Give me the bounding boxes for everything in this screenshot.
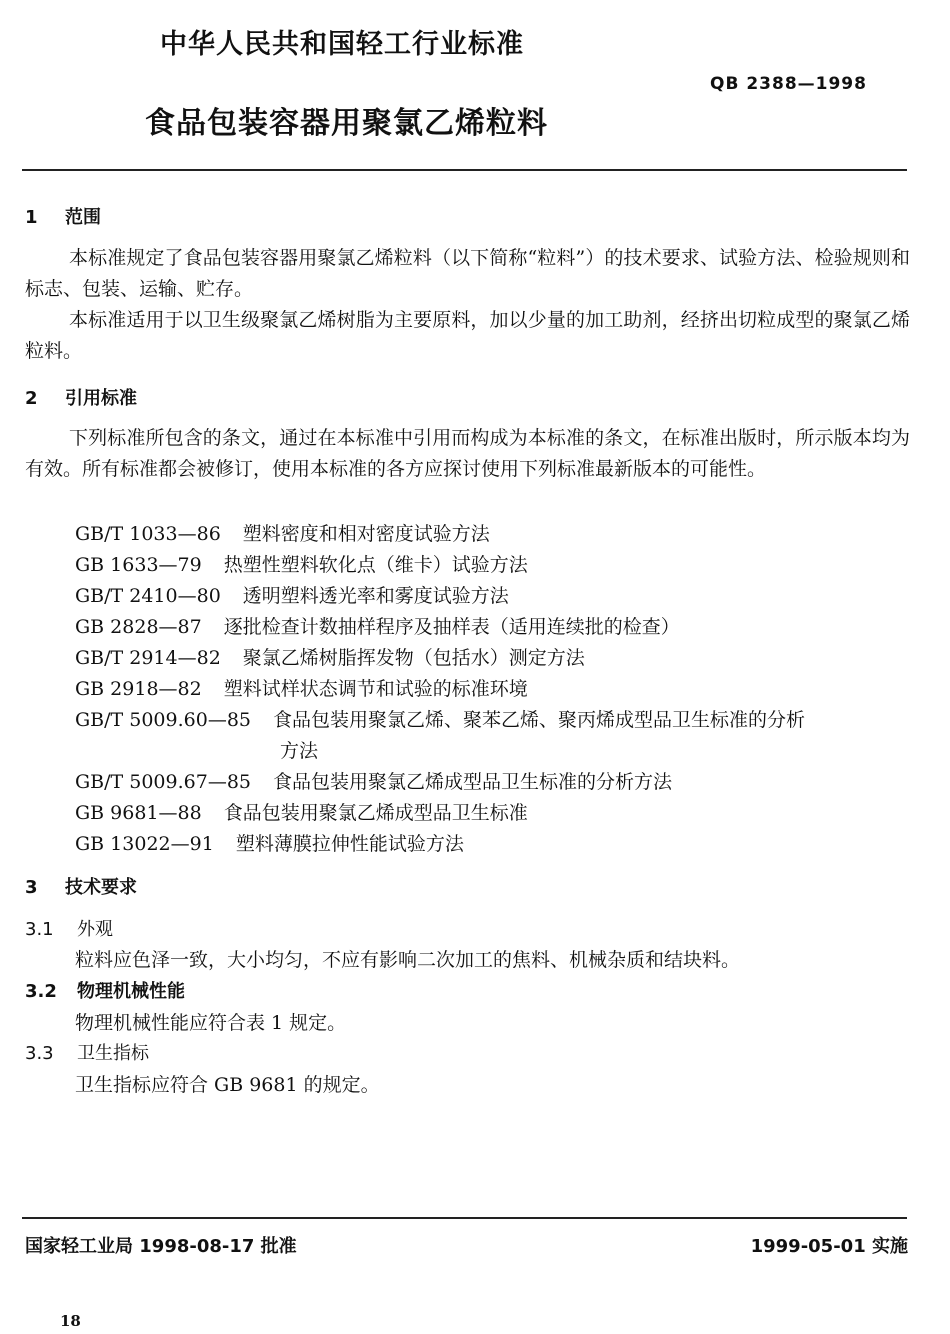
section-1-heading <box>25 203 101 229</box>
reference-code: GB 1633—79 <box>75 554 202 576</box>
reference-item <box>75 550 528 577</box>
subsection-title: 卫生指标 <box>77 1043 149 1064</box>
reference-title-continuation: 方法 <box>280 740 319 762</box>
reference-item <box>75 643 585 670</box>
reference-code: GB 2918—82 <box>75 678 202 700</box>
reference-item <box>75 705 805 732</box>
reference-title: 塑料密度和相对密度试验方法 <box>242 523 490 545</box>
reference-title: 食品包装用聚氯乙烯成型品卫生标准的分析方法 <box>273 771 673 793</box>
section-title: 引用标准 <box>65 388 137 409</box>
subsection-3-2-text: 物理机械性能应符合表 1 规定。 <box>75 1012 347 1034</box>
section-1-paragraph-2: 本标准适用于以卫生级聚氯乙烯树脂为主要原料，加以少量的加工助剂，经挤出切粒成型的聚氯乙烯粒料。 <box>25 309 910 362</box>
subsection-3-1-heading <box>25 915 113 941</box>
subsection-3-3-text: 卫生指标应符合 GB 9681 的规定。 <box>75 1074 380 1096</box>
reference-code: GB 9681—88 <box>75 802 202 824</box>
reference-title: 塑料试样状态调节和试验的标准环境 <box>223 678 528 700</box>
effective-date: 1999-05-01 实施 <box>750 1236 908 1257</box>
subsection-number: 3.2 <box>25 981 57 1002</box>
reference-item <box>75 581 509 608</box>
section-2-paragraph-1: 下列标准所包含的条文，通过在本标准中引用而构成为本标准的条文，在标准出版时，所示版本均为有效。所有标准都会被修订，使用本标准的各方应探讨使用下列标准最新版本的可能性。 <box>25 427 910 480</box>
section-number: 1 <box>25 207 38 228</box>
footer-rule <box>22 1217 907 1219</box>
reference-code: GB/T 1033—86 <box>75 523 221 545</box>
subsection-title: 外观 <box>77 919 113 940</box>
reference-title: 食品包装用聚氯乙烯成型品卫生标准 <box>223 802 528 824</box>
subsection-title: 物理机械性能 <box>77 981 185 1002</box>
reference-item <box>75 798 528 825</box>
reference-code: GB 2828—87 <box>75 616 202 638</box>
subsection-3-2-heading <box>25 977 185 1003</box>
reference-title: 热塑性塑料软化点（维卡）试验方法 <box>223 554 528 576</box>
page-number: 18 <box>60 1312 81 1330</box>
section-title: 范围 <box>65 207 101 228</box>
section-number: 2 <box>25 388 38 409</box>
reference-item <box>75 519 490 546</box>
document-title: 食品包装容器用聚氯乙烯粒料 <box>145 106 548 141</box>
reference-item <box>75 612 680 639</box>
reference-code: GB/T 2410—80 <box>75 585 221 607</box>
issuing-body: 中华人民共和国轻工行业标准 <box>160 29 524 60</box>
reference-title: 透明塑料透光率和雾度试验方法 <box>242 585 509 607</box>
reference-item <box>75 674 528 701</box>
approval-date: 国家轻工业局 1998-08-17 批准 <box>25 1236 297 1257</box>
section-1-paragraph-1: 本标准规定了食品包装容器用聚氯乙烯粒料（以下简称“粒料”）的技术要求、试验方法、检验规则和标志、包装、运输、贮存。 <box>25 247 910 300</box>
subsection-3-1-text: 粒料应色泽一致，大小均匀，不应有影响二次加工的焦料、机械杂质和结块料。 <box>75 949 741 971</box>
subsection-number: 3.1 <box>25 919 54 940</box>
reference-title: 食品包装用聚氯乙烯、聚苯乙烯、聚丙烯成型品卫生标准的分析 <box>273 709 806 731</box>
reference-code: GB/T 5009.67—85 <box>75 771 252 793</box>
reference-code: GB/T 2914—82 <box>75 647 221 669</box>
reference-code: GB 13022—91 <box>75 833 214 855</box>
section-number: 3 <box>25 877 38 898</box>
section-2-heading <box>25 384 137 410</box>
standard-code: QB 2388—1998 <box>710 74 867 94</box>
reference-title: 塑料薄膜拉伸性能试验方法 <box>235 833 464 855</box>
section-title: 技术要求 <box>65 877 137 898</box>
reference-item <box>75 767 672 794</box>
reference-item <box>75 829 464 856</box>
subsection-number: 3.3 <box>25 1043 54 1064</box>
header-rule <box>22 169 907 171</box>
section-3-heading <box>25 873 137 899</box>
subsection-3-3-heading <box>25 1039 149 1065</box>
reference-title: 聚氯乙烯树脂挥发物（包括水）测定方法 <box>242 647 585 669</box>
reference-title: 逐批检查计数抽样程序及抽样表（适用连续批的检查） <box>223 616 680 638</box>
reference-code: GB/T 5009.60—85 <box>75 709 252 731</box>
